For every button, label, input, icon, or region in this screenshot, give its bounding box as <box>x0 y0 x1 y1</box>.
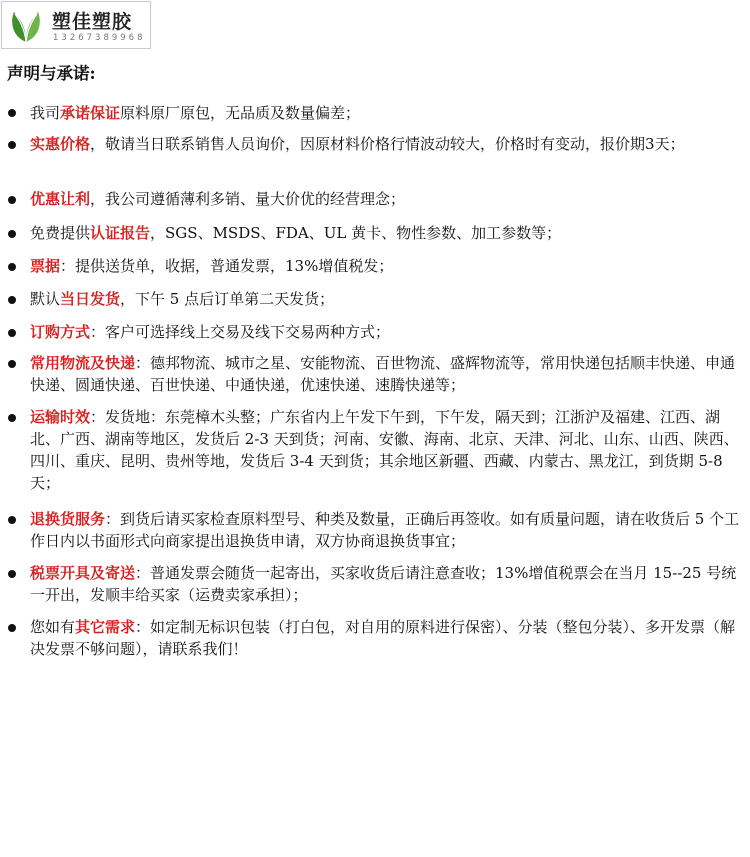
item-text: 我司承诺保证原料原厂原包，无品质及数量偏差； <box>30 104 361 122</box>
bullet-icon <box>8 624 16 632</box>
item-text: 退换货服务：到货后请买家检查原料型号、种类及数量，正确后再签收。如有质量问题，请在收货后 5 个工作日内以书面形式向商家提出退换货申请，双方协商退换货事宜； <box>30 510 740 550</box>
bullet-icon <box>8 263 16 271</box>
highlight-text: 退换货服务 <box>30 510 106 528</box>
bullet-icon <box>8 360 16 368</box>
bullet-icon <box>8 196 16 204</box>
highlight-text: 优惠让利 <box>30 190 91 208</box>
leaf-logo-icon <box>6 6 46 46</box>
highlight-text: 票据 <box>30 257 61 275</box>
highlight-text: 当日发货 <box>60 290 121 308</box>
highlight-text: 认证报告 <box>90 224 151 242</box>
bullet-icon <box>8 414 16 422</box>
bullet-icon <box>8 516 16 524</box>
section-title: 声明与承诺: <box>7 64 96 83</box>
bullet-icon <box>8 296 16 304</box>
item-text: 运输时效：发货地：东莞樟木头整；广东省内上午发下午到，下午发，隔天到；江浙沪及福建、江西、湖北、广西、湖南等地区，发货后 2-3 天到货；河南、安徽、海南、北京、天津、河北、山东、山西、陕西、四川、重庆、昆明、贵州等地，发货后 3-4 天到货；其余地区新疆、西藏、内蒙古、黑龙江，到货期 5-8 天； <box>30 408 739 492</box>
highlight-text: 常用物流及快递 <box>30 354 136 372</box>
brand-logo <box>1 1 151 49</box>
item-text: 订购方式：客户可选择线上交易及线下交易两种方式； <box>30 323 391 341</box>
brand-name: 塑佳塑胶 <box>52 11 133 33</box>
bullet-icon <box>8 141 16 149</box>
highlight-text: 订购方式 <box>30 323 91 341</box>
bullet-icon <box>8 329 16 337</box>
highlight-text: 税票开具及寄送 <box>30 564 136 582</box>
item-text: 您如有其它需求：如定制无标识包装（打白包，对自用的原料进行保密）、分装（整包分装）、多开发票（解决发票不够问题），请联系我们！ <box>30 618 736 658</box>
header <box>0 0 170 50</box>
highlight-text: 实惠价格 <box>30 135 91 153</box>
item-text: 免费提供认证报告，SGS、MSDS、FDA、UL 黄卡、物性参数、加工参数等； <box>30 224 562 242</box>
item-text: 税票开具及寄送：普通发票会随货一起寄出，买家收货后请注意查收；13%增值税票会在当月 15--25 号统一开出，发顺丰给买家（运费卖家承担）； <box>30 564 737 604</box>
brand-phone: 13267389968 <box>53 33 146 43</box>
highlight-text: 运输时效 <box>30 408 91 426</box>
highlight-text: 其它需求 <box>75 618 136 636</box>
item-text: 票据：提供送货单，收据，普通发票，13%增值税发； <box>30 257 394 275</box>
bullet-icon <box>8 230 16 238</box>
item-text: 常用物流及快递：德邦物流、城市之星、安能物流、百世物流、盛辉物流等，常用快递包括顺丰快递、申通快递、圆通快递、百世快递、中通快递，优速快递、速腾快递等； <box>30 354 736 394</box>
item-text: 优惠让利，我公司遵循薄利多销、量大价优的经营理念； <box>30 190 406 208</box>
item-text: 实惠价格，敬请当日联系销售人员询价，因原材料价格行情波动较大，价格时有变动，报价期3天； <box>30 135 685 153</box>
bullet-icon <box>8 570 16 578</box>
highlight-text: 承诺保证 <box>60 104 121 122</box>
item-text: 默认当日发货，下午 5 点后订单第二天发货； <box>30 290 335 308</box>
bullet-icon <box>8 109 16 117</box>
